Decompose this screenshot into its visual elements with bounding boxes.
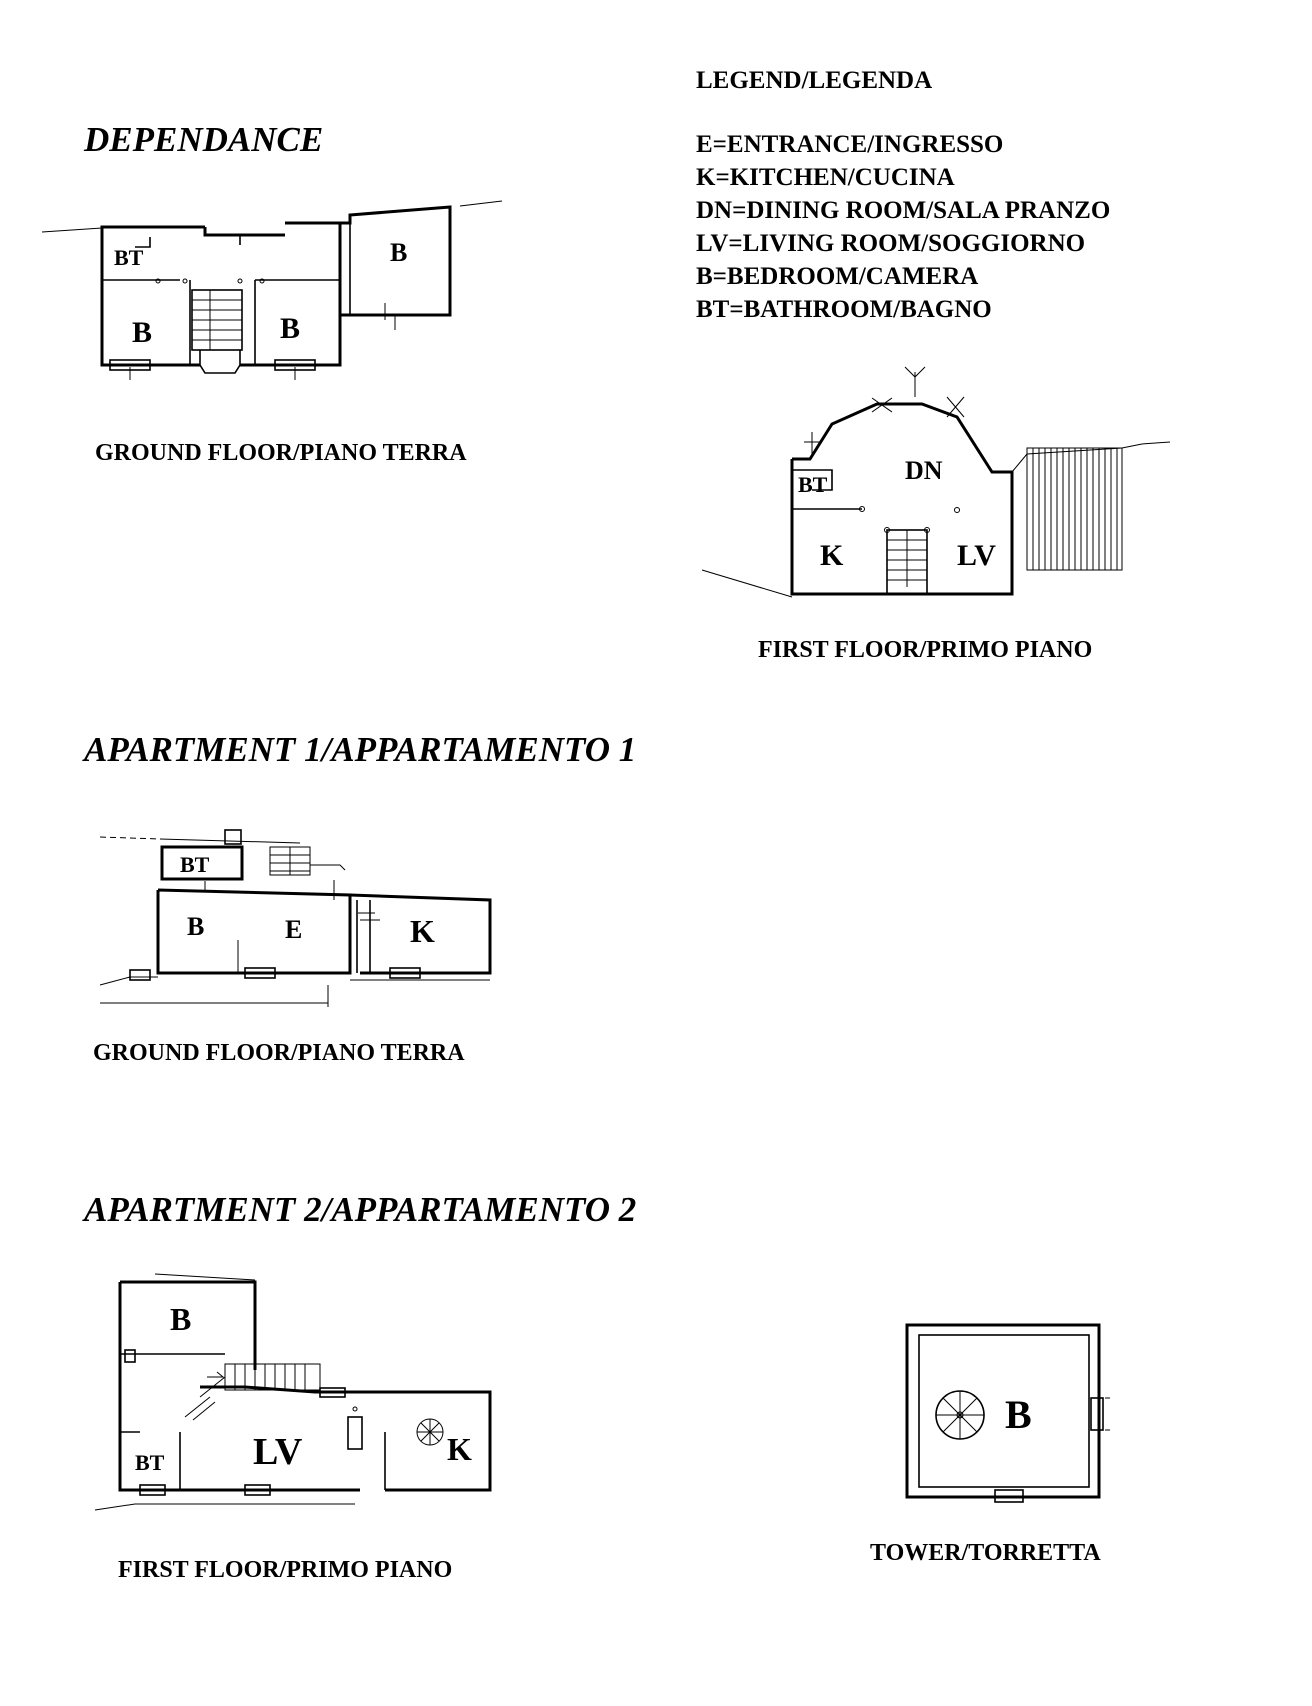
apartment1-ground-floor-plan <box>100 825 500 1015</box>
room-label-bt: BT <box>114 245 144 270</box>
room-label-k: K <box>447 1431 472 1467</box>
apartment1-ground-floor-caption: GROUND FLOOR/PIANO TERRA <box>93 1040 465 1066</box>
dependance-ground-floor-caption: GROUND FLOOR/PIANO TERRA <box>95 440 467 466</box>
apartment2-title: APARTMENT 2/APPARTAMENTO 2 <box>84 1190 637 1229</box>
room-label-b: B <box>170 1301 192 1337</box>
room-label-lv: LV <box>253 1431 303 1473</box>
dependance-title: DEPENDANCE <box>84 120 324 159</box>
room-label-dn: DN <box>905 456 943 485</box>
room-label-b-left: B <box>132 316 153 349</box>
room-label-bt: BT <box>135 1450 165 1475</box>
legend-title: LEGEND/LEGENDA <box>696 67 933 94</box>
apartment2-first-floor-caption: FIRST FLOOR/PRIMO PIANO <box>118 1557 453 1583</box>
dependance-first-floor-plan <box>702 362 1172 602</box>
dependance-ground-floor-plan <box>40 195 510 400</box>
room-label-b: B <box>1005 1392 1032 1437</box>
legend-item-dining-room: DN=DINING ROOM/SALA PRANZO <box>696 197 1111 224</box>
room-label-k: K <box>820 539 844 572</box>
room-label-b-mid: B <box>280 312 301 345</box>
room-label-bt: BT <box>798 472 828 497</box>
legend-item-entrance: E=ENTRANCE/INGRESSO <box>696 131 1004 158</box>
room-label-b: B <box>187 912 205 941</box>
legend-item-bathroom: BT=BATHROOM/BAGNO <box>696 296 992 323</box>
legend <box>696 64 1110 326</box>
room-label-bt: BT <box>180 852 210 877</box>
room-label-e: E <box>285 915 303 944</box>
room-label-k: K <box>410 913 435 949</box>
tower-caption: TOWER/TORRETTA <box>870 1540 1101 1566</box>
apartment2-first-floor-plan <box>95 1272 505 1517</box>
dependance-first-floor-caption: FIRST FLOOR/PRIMO PIANO <box>758 637 1093 663</box>
legend-item-living-room: LV=LIVING ROOM/SOGGIORNO <box>696 230 1086 257</box>
legend-item-kitchen: K=KITCHEN/CUCINA <box>696 164 955 191</box>
apartment1-title: APARTMENT 1/APPARTAMENTO 1 <box>84 730 637 769</box>
room-label-b-right: B <box>390 238 408 267</box>
legend-item-bedroom: B=BEDROOM/CAMERA <box>696 263 979 290</box>
tower-plan <box>895 1320 1125 1520</box>
room-label-lv: LV <box>957 539 996 572</box>
